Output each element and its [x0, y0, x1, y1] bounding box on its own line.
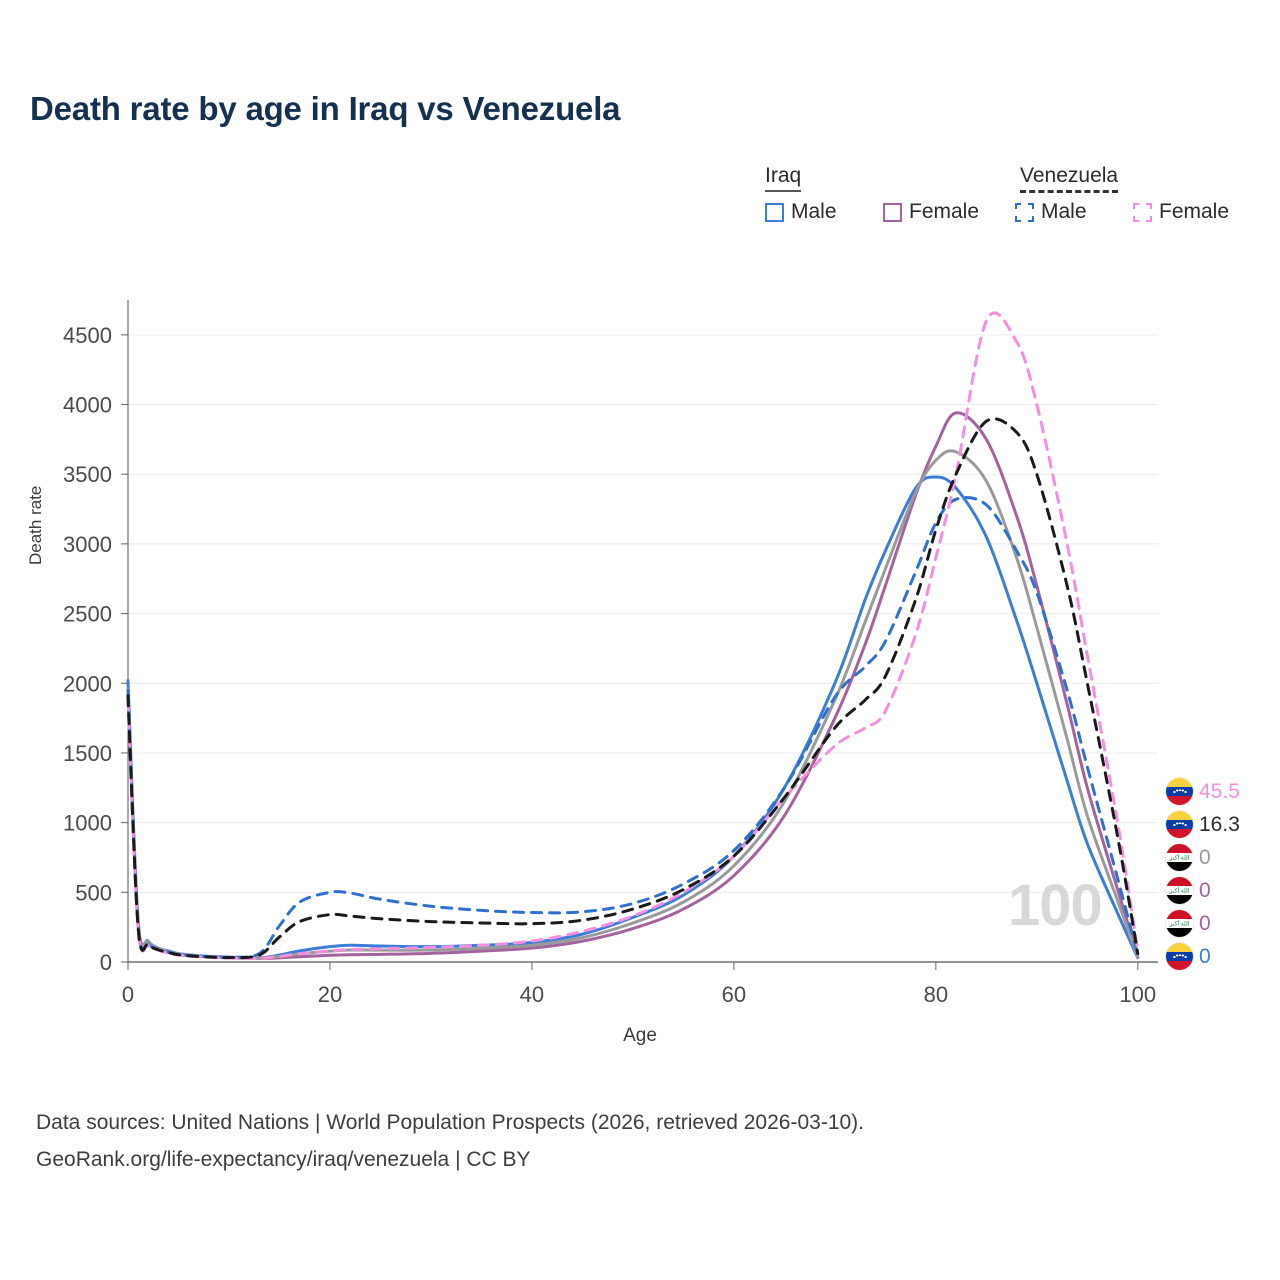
footer-line-attribution: GeoRank.org/life-expectancy/iraq/venezuela | CC BY: [36, 1147, 531, 1171]
footer: [36, 1105, 864, 1179]
chart-legend: [755, 160, 1255, 250]
iraq-flag-icon: [1166, 844, 1193, 871]
svg-text:2500: 2500: [63, 601, 112, 627]
x-axis-label: Age: [623, 1025, 657, 1046]
end-label-row: [1166, 874, 1280, 907]
footer-line-sources: Data sources: United Nations | World Population Prospects (2026, retrieved 2026-03-10).: [36, 1111, 865, 1134]
end-label-row: [1166, 907, 1280, 940]
legend-item-iraq-female[interactable]: [883, 200, 979, 224]
legend-label: Male: [791, 200, 837, 223]
end-label-value: 45.5: [1199, 779, 1240, 803]
series-line: [128, 413, 1138, 959]
svg-text:1000: 1000: [63, 810, 112, 836]
solid-purple-square-icon: [883, 203, 902, 222]
venezuela-flag-icon: [1166, 811, 1193, 838]
svg-text:2000: 2000: [63, 671, 112, 697]
svg-text:100: 100: [1119, 982, 1157, 1007]
venezuela-flag-icon: [1166, 778, 1193, 805]
legend-item-venezuela-female[interactable]: [1133, 200, 1229, 224]
series-line: [128, 497, 1138, 957]
legend-group-venezuela: Venezuela: [1020, 164, 1118, 193]
svg-text:0: 0: [99, 950, 112, 975]
series-line: [128, 313, 1138, 959]
legend-label: Male: [1041, 200, 1087, 223]
end-label-row: [1166, 841, 1280, 874]
dashed-blue-square-icon: [1015, 203, 1034, 222]
venezuela-flag-icon: [1166, 943, 1193, 970]
dashed-pink-square-icon: [1133, 203, 1152, 222]
end-label-row: [1166, 808, 1280, 841]
solid-blue-square-icon: [765, 203, 784, 222]
svg-text:3500: 3500: [63, 462, 112, 488]
legend-label: Female: [909, 200, 980, 223]
end-label-row: [1166, 775, 1280, 808]
legend-item-iraq-male[interactable]: [765, 200, 837, 224]
end-label-value: 0: [1199, 944, 1211, 968]
svg-text:1500: 1500: [63, 740, 112, 766]
legend-item-venezuela-male[interactable]: [1015, 200, 1087, 224]
svg-text:40: 40: [519, 982, 545, 1007]
series-line: [128, 419, 1138, 958]
y-axis-label: Death rate: [26, 485, 45, 565]
svg-text:4500: 4500: [63, 322, 112, 348]
series-line: [128, 477, 1138, 958]
series-line: [128, 451, 1138, 958]
iraq-flag-icon: [1166, 877, 1193, 904]
iraq-flag-icon: [1166, 910, 1193, 937]
end-label-value: 0: [1199, 845, 1211, 869]
svg-text:80: 80: [923, 982, 949, 1007]
svg-text:60: 60: [721, 982, 747, 1007]
legend-label: Female: [1159, 200, 1230, 223]
end-label-row: [1166, 940, 1280, 973]
end-label-value: 0: [1199, 878, 1211, 902]
page-title: Death rate by age in Iraq vs Venezuela: [30, 90, 621, 127]
svg-text:20: 20: [317, 982, 343, 1007]
svg-text:4000: 4000: [63, 392, 112, 418]
watermark: 100: [1008, 873, 1102, 938]
svg-text:0: 0: [121, 982, 135, 1007]
chart-canvas: [63, 300, 1158, 1007]
plot-area: [63, 300, 1158, 1007]
series-end-labels: [1166, 775, 1280, 973]
svg-text:3000: 3000: [63, 531, 112, 557]
end-label-value: 16.3: [1199, 812, 1240, 836]
end-label-value: 0: [1199, 911, 1211, 935]
legend-group-iraq: Iraq: [765, 164, 801, 192]
svg-text:500: 500: [75, 880, 112, 906]
